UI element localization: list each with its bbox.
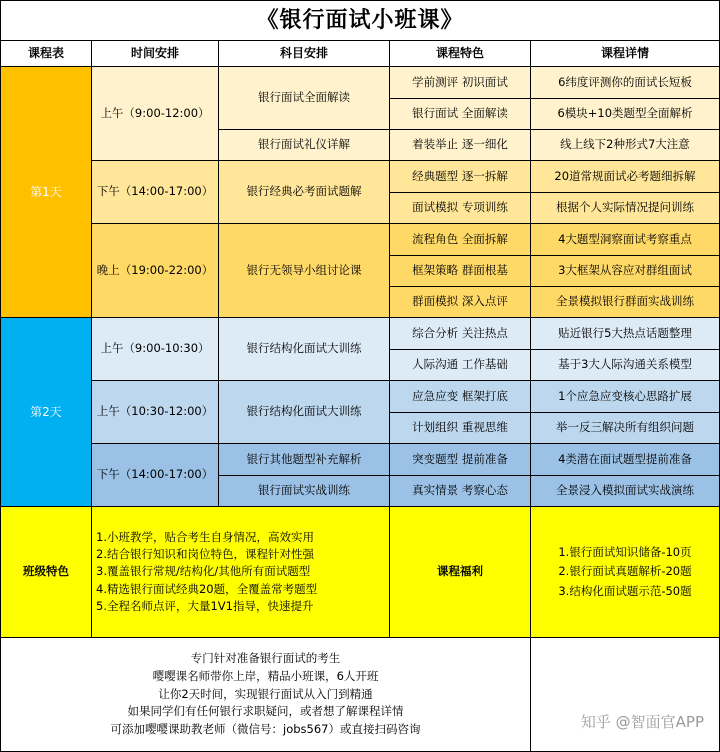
notice-line: 专门针对准备银行面试的考生 xyxy=(190,650,341,665)
qr-code-area xyxy=(531,638,720,752)
detail-cell: 6纬度评测你的面试长短板 xyxy=(531,67,720,99)
detail-cell: 基于3大人际沟通关系模型 xyxy=(531,350,720,381)
feature-cell: 综合分析 关注热点 xyxy=(390,318,531,350)
day-2-label: 第2天 xyxy=(0,318,92,507)
feature-cell: 面试模拟 专项训练 xyxy=(390,193,531,224)
notice-line: 嘤嘤课名师带你上岸，精品小班课，6人开班 xyxy=(152,668,379,683)
feature-cell: 流程角色 全面拆解 xyxy=(390,224,531,256)
feature-cell: 着装举止 逐一细化 xyxy=(390,130,531,161)
time-slot: 上午（10:30-12:00） xyxy=(92,381,219,444)
notice-line: 如果同学们有任何银行求职疑问，或者想了解课程详情 xyxy=(127,704,404,719)
detail-cell: 全景浸入模拟面试实战演练 xyxy=(531,476,720,507)
subject-cell: 银行面试礼仪详解 xyxy=(219,130,390,161)
watermark: 知乎 @智面官APP xyxy=(580,713,704,731)
detail-cell: 3大框架从容应对群组面试 xyxy=(531,256,720,287)
detail-cell: 4类潜在面试题型提前准备 xyxy=(531,444,720,476)
benefits-label: 课程福利 xyxy=(390,507,531,638)
time-slot: 上午（9:00-12:00） xyxy=(92,67,219,161)
class-feature-item: 4.精选银行面试经典20题，全覆盖常考题型 xyxy=(96,581,318,596)
subject-cell: 银行面试全面解读 xyxy=(219,67,390,130)
notice-line: 让你2天时间，实现银行面试从入门到精通 xyxy=(158,686,373,701)
subject-cell: 银行经典必考面试题解 xyxy=(219,161,390,224)
time-slot: 下午（14:00-17:00） xyxy=(92,161,219,224)
benefit-item: 2.银行面试真题解析-20题 xyxy=(558,564,692,579)
feature-cell: 银行面试 全面解读 xyxy=(390,99,531,130)
feature-cell: 突变题型 提前准备 xyxy=(390,444,531,476)
class-feature-item: 2.结合银行知识和岗位特色，课程针对性强 xyxy=(96,547,314,562)
time-slot: 下午（14:00-17:00） xyxy=(92,444,219,507)
feature-cell: 群面模拟 深入点评 xyxy=(390,287,531,318)
time-slot: 上午（9:00-10:30） xyxy=(92,318,219,381)
detail-cell: 贴近银行5大热点话题整理 xyxy=(531,318,720,350)
feature-cell: 计划组织 重视思维 xyxy=(390,413,531,444)
feature-cell: 学前测评 初识面试 xyxy=(390,67,531,99)
class-features-label: 班级特色 xyxy=(0,507,92,638)
detail-cell: 1个应急应变核心思路扩展 xyxy=(531,381,720,413)
detail-cell: 4大题型洞察面试考察重点 xyxy=(531,224,720,256)
feature-cell: 应急应变 框架打底 xyxy=(390,381,531,413)
header-detail: 课程详情 xyxy=(531,41,720,67)
feature-cell: 框架策略 群面根基 xyxy=(390,256,531,287)
feature-cell: 真实情景 考察心态 xyxy=(390,476,531,507)
subject-cell: 银行结构化面试大训练 xyxy=(219,381,390,444)
subject-cell: 银行结构化面试大训练 xyxy=(219,318,390,381)
subject-cell: 银行面试实战训练 xyxy=(219,476,390,507)
detail-cell: 线上线下2种形式7大注意 xyxy=(531,130,720,161)
header-subject: 科目安排 xyxy=(219,41,390,67)
page-title: 《银行面试小班课》 xyxy=(0,0,720,41)
time-slot: 晚上（19:00-22:00） xyxy=(92,224,219,318)
detail-cell: 根据个人实际情况提问训练 xyxy=(531,193,720,224)
header-schedule: 课程表 xyxy=(0,41,92,67)
subject-cell: 银行无领导小组讨论课 xyxy=(219,224,390,318)
day-1-label: 第1天 xyxy=(0,67,92,318)
enrollment-notice xyxy=(0,638,531,752)
feature-cell: 人际沟通 工作基础 xyxy=(390,350,531,381)
benefits-list xyxy=(531,507,720,638)
detail-cell: 举一反三解决所有组织问题 xyxy=(531,413,720,444)
detail-cell: 全景模拟银行群面实战训练 xyxy=(531,287,720,318)
feature-cell: 经典题型 逐一拆解 xyxy=(390,161,531,193)
benefit-item: 3.结构化面试题示范-50题 xyxy=(558,583,692,598)
class-feature-item: 5.全程名师点评，大量1V1指导，快速提升 xyxy=(96,598,314,613)
header-time: 时间安排 xyxy=(92,41,219,67)
class-feature-item: 1.小班教学，贴合考生自身情况，高效实用 xyxy=(96,529,314,544)
detail-cell: 20道常规面试必考题细拆解 xyxy=(531,161,720,193)
class-feature-item: 3.覆盖银行常规/结构化/其他所有面试题型 xyxy=(96,564,311,579)
benefit-item: 1.银行面试知识储备-10页 xyxy=(558,544,692,559)
notice-line: 可添加嘤嘤课助教老师（微信号：jobs567）或直接扫码咨询 xyxy=(110,722,421,737)
class-features-list xyxy=(92,507,390,638)
detail-cell: 6模块+10类题型全面解析 xyxy=(531,99,720,130)
subject-cell: 银行其他题型补充解析 xyxy=(219,444,390,476)
header-feature: 课程特色 xyxy=(390,41,531,67)
